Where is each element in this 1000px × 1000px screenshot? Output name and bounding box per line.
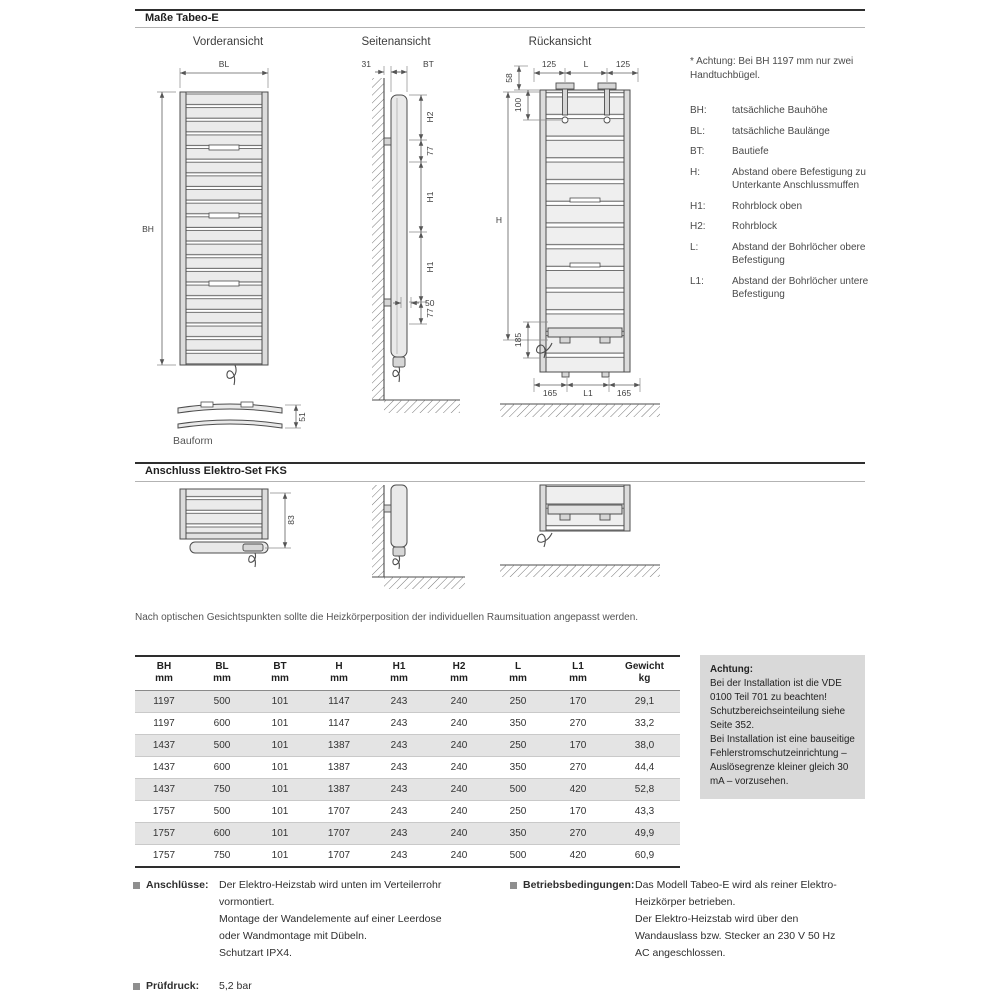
legend-key: BL: (690, 125, 706, 137)
anschluesse-paragraph: Der Elektro-Heizstab wird unten im Verteilerrohr vormontiert. (219, 879, 442, 908)
table-row: 1757 500 101 1707 243 240 250 170 43,3 (135, 801, 680, 823)
side-radiator-profile (391, 95, 407, 357)
table-header-cell: H1 mm (390, 661, 408, 684)
bottom-mounting-rail (548, 505, 622, 514)
floor-hatch (384, 577, 465, 589)
square-bullet-icon (510, 882, 517, 889)
legend-key: BT: (690, 146, 705, 157)
legend-key: L: (690, 241, 699, 253)
legend-item (690, 166, 870, 193)
front-view-drawing (142, 59, 307, 447)
floor-hatch (384, 400, 460, 413)
dim-77: 77 (425, 308, 435, 318)
table-header-row (135, 656, 680, 691)
bottom-bracket-foot (600, 337, 610, 343)
power-cable (393, 556, 400, 569)
bauform-upper-profile (178, 404, 282, 413)
towel-bar-mark (209, 213, 239, 218)
front-left-rail (180, 92, 186, 365)
towel-bar-mark (570, 263, 600, 267)
anschluesse-label: Anschlüsse: (146, 879, 209, 891)
anschluesse-text (219, 877, 464, 962)
top-rule (135, 9, 865, 11)
table-row: 1757 600 101 1707 243 240 350 270 49,9 (135, 823, 680, 845)
dim-h1: H1 (425, 191, 435, 203)
legend-text: Abstand obere Befestigung zu Unterkante Anschlussmuffen (732, 166, 866, 191)
anschluesse-paragraph: Schutzart IPX4. (219, 947, 292, 959)
dimension-table (135, 655, 680, 868)
betrieb-label: Betriebsbedingungen: (523, 879, 635, 891)
legend-key: BH: (690, 105, 707, 116)
connection-sleeve (602, 372, 609, 377)
towel-bar-mark (209, 145, 239, 150)
legend-text: tatsächliche Baulänge (732, 125, 830, 137)
betriebsbedingungen-section (510, 877, 840, 962)
wall-bracket (384, 505, 391, 512)
table-row: 1757 750 101 1707 243 240 500 420 60,9 (135, 845, 680, 868)
dim-h: H (495, 215, 503, 225)
dim-bt: BT (423, 59, 434, 69)
legend-item (690, 145, 870, 159)
table-header-cell: L1 mm (569, 661, 587, 684)
elektro-heizstab (243, 544, 263, 551)
table-header-cell: H2 mm (450, 661, 468, 684)
footnote-handtuchbuegel: * Achtung: Bei BH 1197 mm nur zwei Handtuchbügel. (690, 56, 854, 81)
warning-title: Achtung: (710, 664, 753, 675)
warning-paragraph: Bei Installation ist eine bauseitige Fehlerstromschutzeinrichtung – Auslösegrenze kleiner gleich 30 mA – vorzusehen. (710, 734, 855, 787)
front-view-label: Vorderansicht (192, 36, 264, 48)
heating-element (393, 547, 405, 556)
side-view-label: Seitenansicht (361, 36, 431, 48)
legend-item (690, 275, 870, 302)
dimension-drawings (135, 52, 680, 457)
dim-31: 31 (361, 59, 371, 69)
table-header-cell: BH mm (155, 661, 173, 684)
rear-left-rail (540, 90, 546, 372)
bauform-lower-profile (178, 420, 282, 428)
table-row: 1437 600 101 1387 243 240 350 270 44,4 (135, 757, 680, 779)
pruefdruck-section (133, 978, 252, 995)
section2-rule (135, 462, 865, 464)
legend (690, 104, 870, 309)
page-title: Maße Tabeo-E (145, 12, 219, 24)
rear-view-label: Rückansicht (528, 36, 592, 48)
wall-hatch (372, 485, 384, 577)
legend-key: H2: (690, 221, 706, 232)
floor-hatch (500, 565, 660, 577)
dim-83: 83 (286, 515, 296, 525)
dim-125: 125 (541, 59, 557, 69)
legend-text: Abstand der Bohrlöcher obere Befestigung (732, 241, 866, 266)
fks-side-drawing (372, 485, 465, 589)
betrieb-paragraph: Das Modell Tabeo-E wird als reiner Elektro-Heizkörper betrieben. (635, 879, 837, 908)
betrieb-text (635, 877, 840, 962)
power-cable (393, 367, 400, 382)
towel-bar-mark (209, 281, 239, 286)
bottom-rail (186, 533, 262, 539)
legend-item (690, 125, 870, 139)
bottom-bracket-foot (560, 337, 570, 343)
dim-l: L (583, 59, 589, 69)
floor-hatch (500, 404, 660, 417)
legend-item (690, 200, 870, 214)
anschluesse-paragraph: Montage der Wandelemente auf einer Leerdose oder Wandmontage mit Dübeln. (219, 913, 442, 942)
table-row: 1197 600 101 1147 243 240 350 270 33,2 (135, 713, 680, 735)
wall-hatch (372, 78, 384, 400)
section2-title: Anschluss Elektro-Set FKS (145, 465, 287, 477)
pruefdruck-value: 5,2 bar (219, 980, 252, 992)
bottom-mounting-rail (548, 328, 622, 337)
title-underline (135, 27, 865, 28)
legend-key: H: (690, 166, 700, 178)
dim-58: 58 (504, 73, 514, 83)
legend-item (690, 220, 870, 234)
dim-100: 100 (513, 97, 523, 113)
table-header-cell: L mm (509, 661, 527, 684)
dim-165: 165 (542, 388, 558, 398)
dim-125: 125 (615, 59, 631, 69)
front-radiator-body (186, 92, 262, 365)
heating-element (393, 357, 405, 367)
legend-item (690, 241, 870, 268)
table-header-cell: H mm (330, 661, 348, 684)
square-bullet-icon (133, 983, 140, 990)
table-header-cell: BT mm (271, 661, 289, 684)
rear-view-drawing (496, 59, 660, 417)
towel-bar-mark (570, 198, 600, 202)
wall-bracket (384, 299, 391, 306)
table-header-cell: BL mm (213, 661, 231, 684)
power-cable (538, 533, 552, 547)
dim-bh: BH (142, 224, 154, 234)
dim-165: 165 (616, 388, 632, 398)
legend-key: L1: (690, 275, 704, 287)
position-note: Nach optischen Gesichtspunkten sollte die Heizkörperposition der individuellen Raumsituation angepasst werden. (135, 612, 639, 623)
dim-51: 51 (297, 412, 307, 422)
front-right-rail (262, 92, 268, 365)
anschluesse-section (133, 877, 464, 962)
betrieb-paragraph: Der Elektro-Heizstab wird über den Wandauslass bzw. Stecker an 230 V 50 Hz AC angeschlossen. (635, 913, 836, 959)
dim-l1: L1 (583, 388, 593, 398)
fks-front-drawing (180, 489, 296, 567)
table-header-cell: Gewicht kg (625, 661, 664, 684)
dim-h2: H2 (425, 111, 435, 123)
side-radiator-profile (391, 485, 407, 547)
legend-text: Rohrblock (732, 221, 778, 232)
warning-box (700, 655, 865, 799)
legend-text: Rohrblock oben (732, 200, 803, 212)
bottom-bracket-foot (600, 514, 610, 520)
bauform-caption: Bauform (173, 435, 213, 447)
dim-h1: H1 (425, 261, 435, 273)
connection-sleeve (562, 372, 569, 377)
dim-77: 77 (425, 146, 435, 156)
dim-185: 185 (513, 332, 523, 348)
table-row: 1437 500 101 1387 243 240 250 170 38,0 (135, 735, 680, 757)
dim-bl: BL (218, 59, 230, 69)
bottom-bracket-foot (560, 514, 570, 520)
legend-text: Abstand der Bohrlöcher untere Befestigung (732, 275, 869, 300)
warning-body (710, 677, 855, 789)
legend-key: H1: (690, 200, 706, 212)
legend-item (690, 104, 870, 118)
square-bullet-icon (133, 882, 140, 889)
rear-right-rail (624, 90, 630, 372)
table-row: 1197 500 101 1147 243 240 250 170 29,1 (135, 691, 680, 713)
wall-bracket (384, 138, 391, 145)
legend-text: Bautiefe (732, 146, 769, 157)
table-body (135, 691, 680, 868)
pruefdruck-label: Prüfdruck: (146, 980, 200, 992)
section2-underline (135, 481, 865, 482)
power-cable (249, 553, 256, 567)
fks-drawings (135, 485, 680, 603)
dim-50: 50 (425, 298, 435, 308)
bauform-clip (201, 402, 213, 407)
fks-rear-drawing (500, 485, 660, 577)
power-cable (227, 365, 236, 385)
table-row: 1437 750 101 1387 243 240 500 420 52,8 (135, 779, 680, 801)
warning-paragraph: Bei der Installation ist die VDE 0100 Teil 701 zu beachten! Schutzbereichseinteilung siehe Seite 352. (710, 678, 846, 731)
side-view-drawing (362, 59, 460, 413)
legend-text: tatsächliche Bauhöhe (732, 105, 828, 116)
bauform-clip (241, 402, 253, 407)
